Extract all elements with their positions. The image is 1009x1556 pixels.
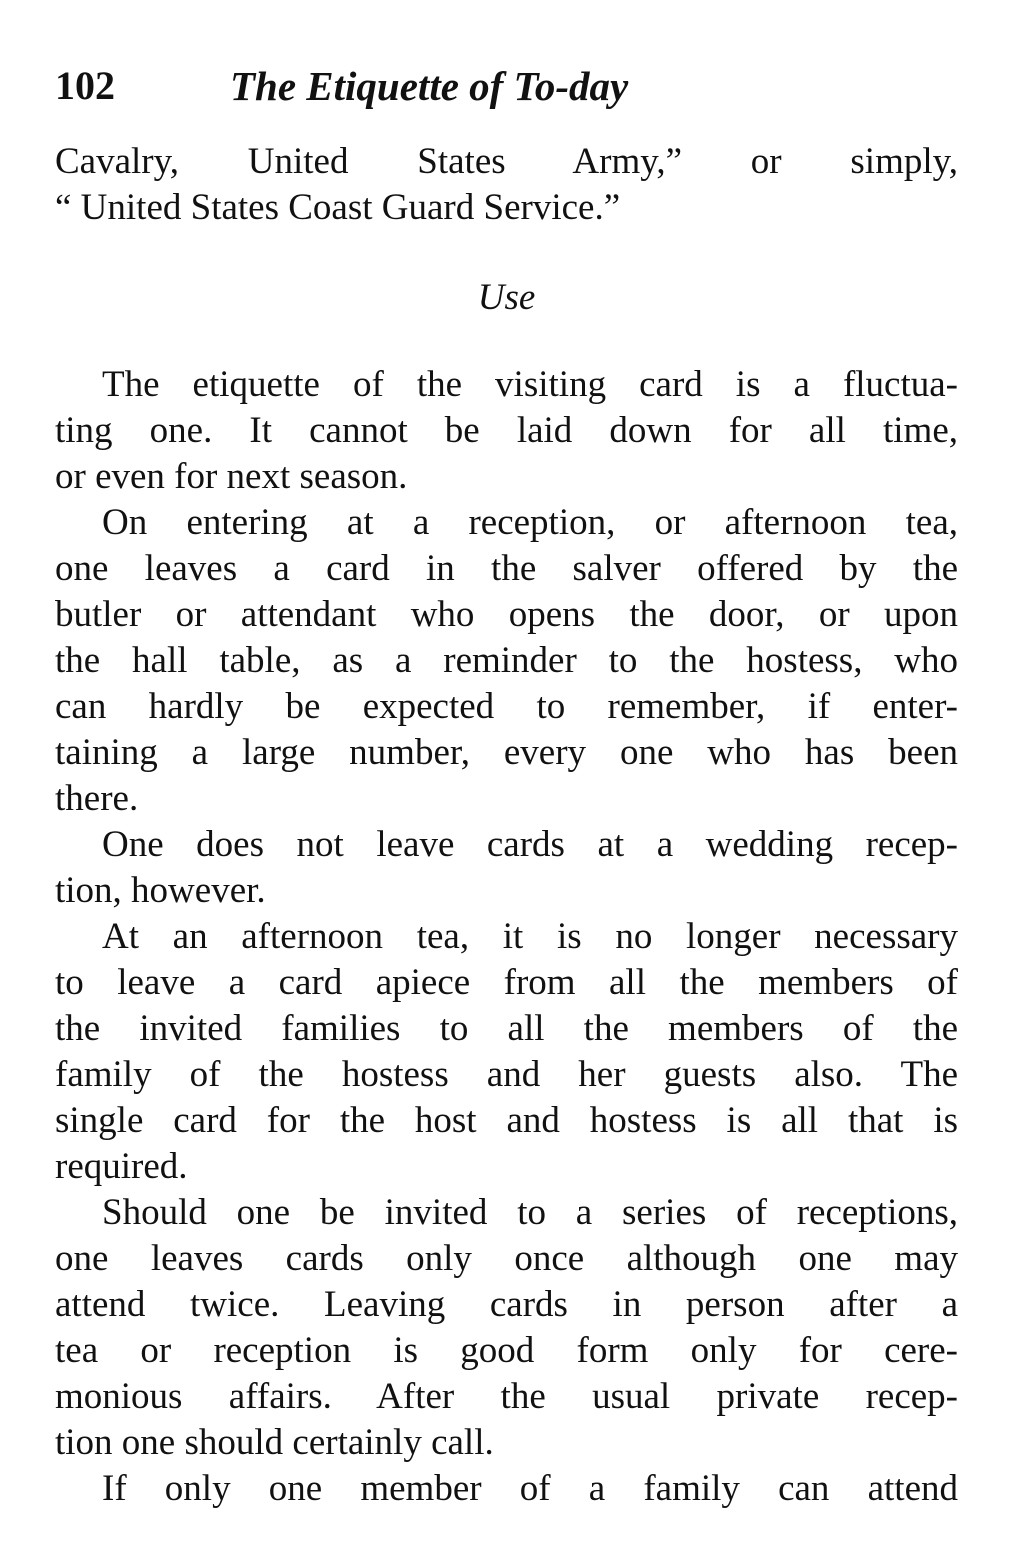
paragraph	[55, 500, 958, 822]
paragraph	[55, 822, 958, 914]
text-line: can hardly be expected to remember, if enter-	[55, 686, 958, 727]
text-line: “ United States Coast Guard Service.”	[55, 187, 621, 228]
text-line: tion one should certainly call.	[55, 1422, 494, 1463]
page-body	[55, 139, 958, 1512]
text-line: one leaves cards only once although one may	[55, 1238, 958, 1279]
text-line: Should one be invited to a series of receptions,	[102, 1192, 958, 1233]
running-head	[55, 62, 958, 118]
text-line: there.	[55, 778, 139, 819]
text-line: the hall table, as a reminder to the hostess, who	[55, 640, 958, 681]
text-line: The etiquette of the visiting card is a fluctua-	[102, 364, 958, 405]
text-line: tion, however.	[55, 870, 266, 911]
text-line: or even for next season.	[55, 456, 408, 497]
text-line: butler or attendant who opens the door, or upon	[55, 594, 958, 635]
section-heading: Use	[477, 277, 536, 318]
paragraph	[55, 1190, 958, 1466]
text-line: tea or reception is good form only for cere-	[55, 1330, 958, 1371]
running-title: The Etiquette of To-day	[230, 63, 629, 109]
text-line: On entering at a reception, or afternoon tea,	[102, 502, 958, 543]
text-line: monious affairs. After the usual private recep-	[55, 1376, 958, 1417]
text-line: At an afternoon tea, it is no longer necessary	[102, 916, 958, 957]
text-line: ting one. It cannot be laid down for all time,	[55, 410, 958, 451]
paragraph	[55, 1466, 958, 1512]
text-line: one leaves a card in the salver offered by the	[55, 548, 958, 589]
text-line: attend twice. Leaving cards in person after a	[55, 1284, 958, 1325]
text-line: family of the hostess and her guests also. The	[55, 1054, 958, 1095]
text-line: required.	[55, 1146, 188, 1187]
text-line: taining a large number, every one who has been	[55, 732, 958, 773]
paragraph	[55, 914, 958, 1190]
paragraph	[55, 362, 958, 500]
text-line: to leave a card apiece from all the members of	[55, 962, 958, 1003]
text-line: One does not leave cards at a wedding recep-	[102, 824, 958, 865]
paragraphs	[55, 362, 958, 1512]
text-line: the invited families to all the members of the	[55, 1008, 958, 1049]
page-number: 102	[55, 63, 115, 108]
text-line: single card for the host and hostess is all that is	[55, 1100, 958, 1141]
text-line: Cavalry, United States Army,” or simply,	[55, 141, 958, 182]
text-line: If only one member of a family can attend	[102, 1468, 958, 1509]
